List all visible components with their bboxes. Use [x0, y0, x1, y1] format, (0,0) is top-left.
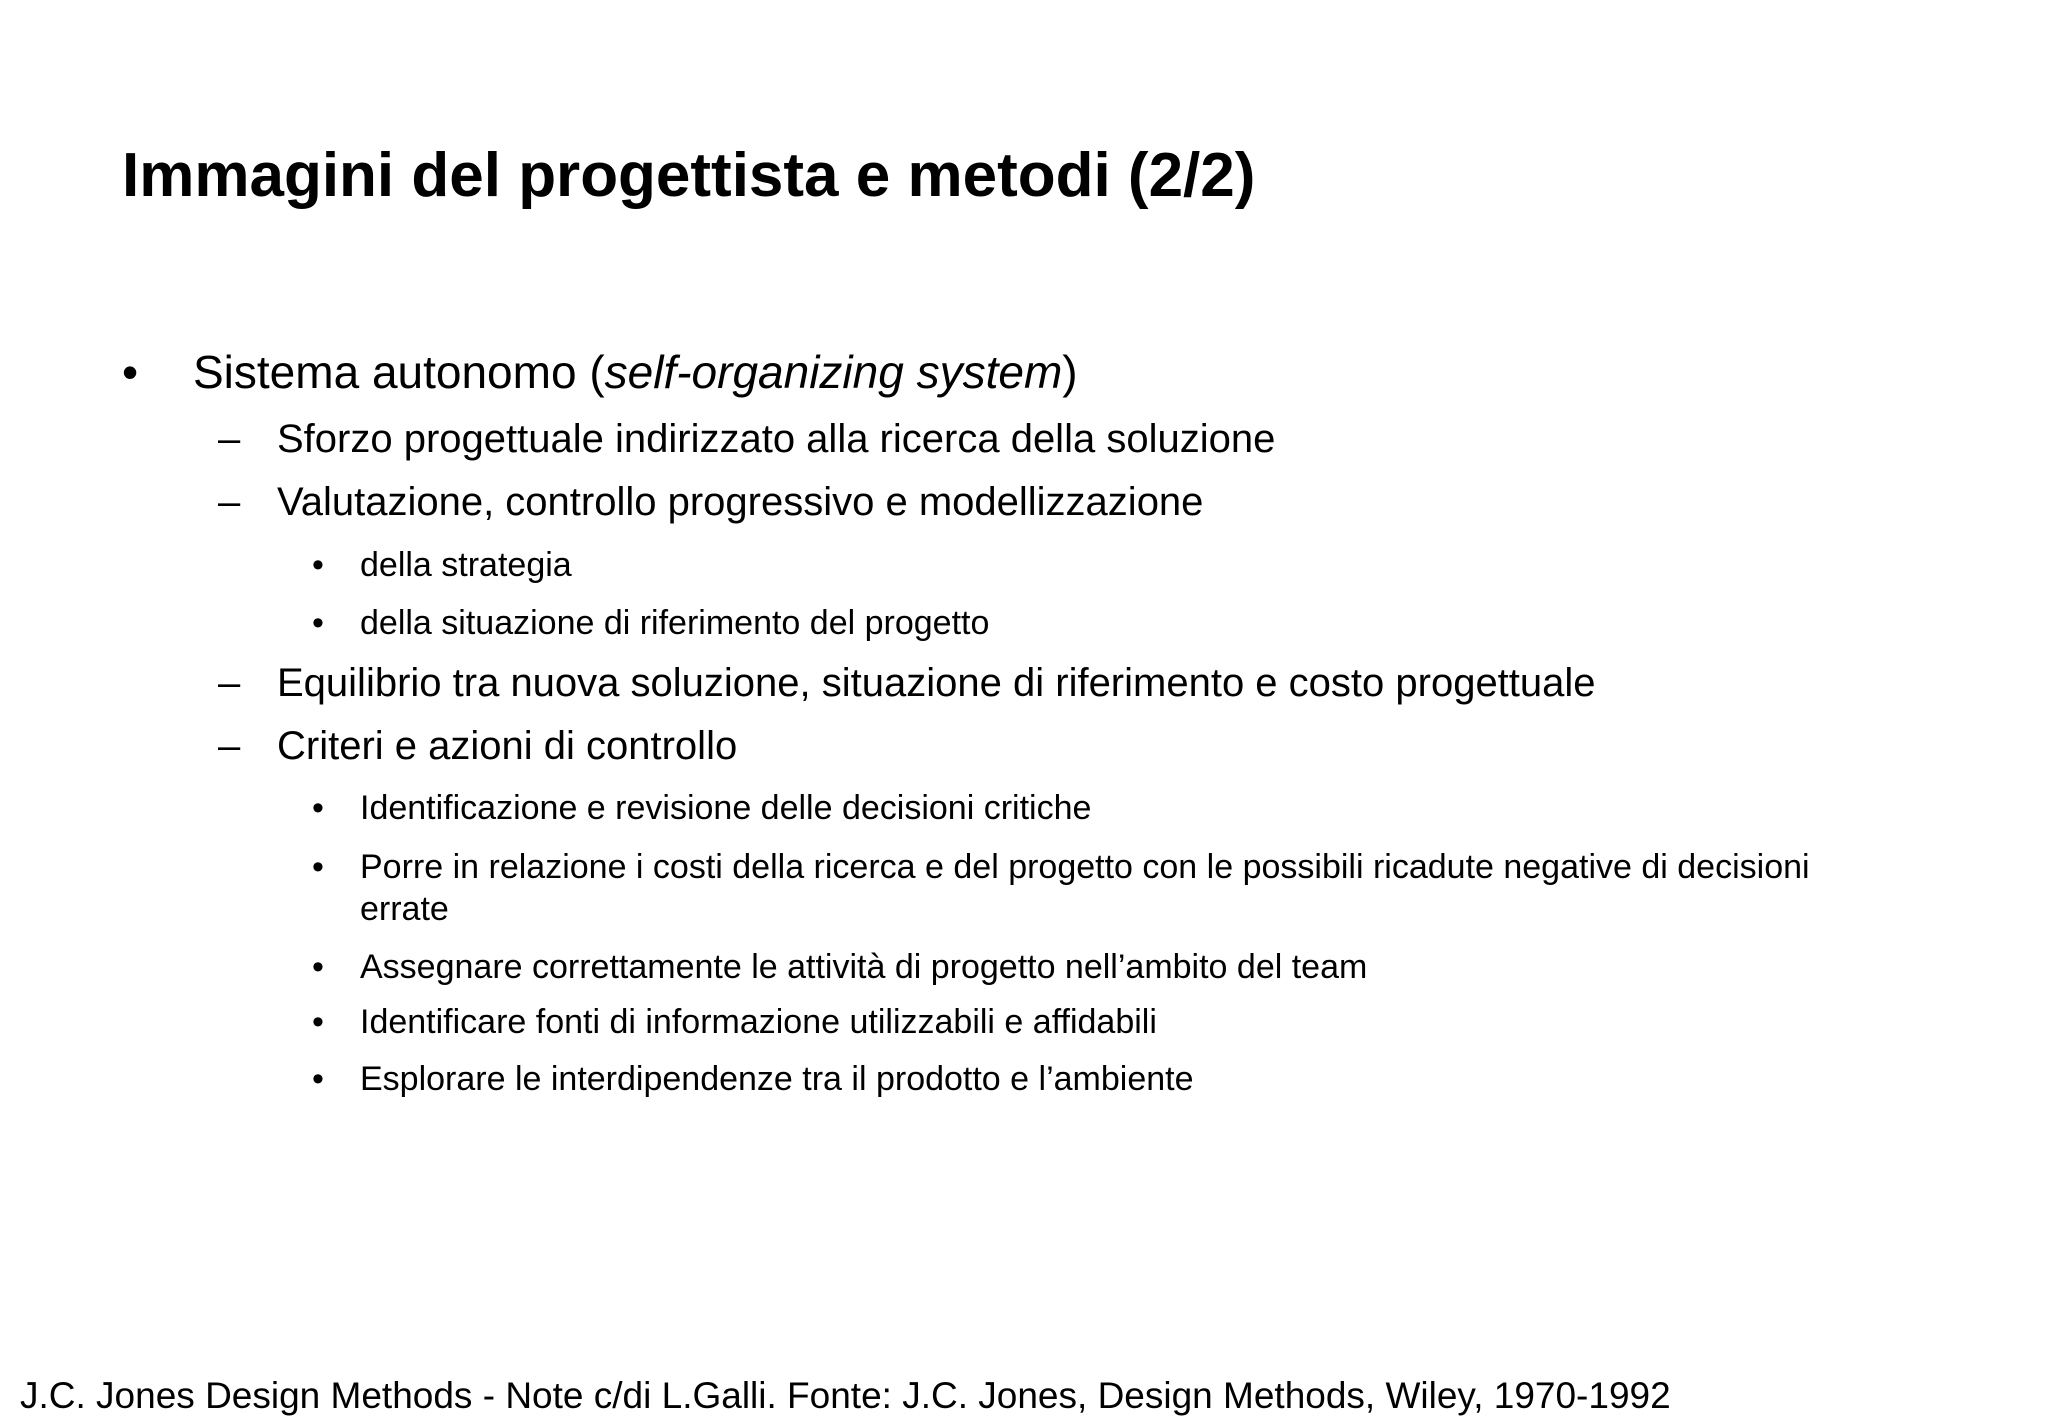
dot-marker: •	[312, 1003, 324, 1041]
dash-marker: –	[218, 724, 241, 768]
slide-footer: J.C. Jones Design Methods - Note c/di L.Galli. Fonte: J.C. Jones, Design Methods, Wiley, 1970-1992	[20, 1375, 1671, 1416]
dot-marker: •	[312, 1060, 324, 1098]
dot-marker: •	[312, 604, 324, 642]
sub-sub-bullet-text: Assegnare correttamente le attività di progetto nell’ambito del team	[360, 948, 1368, 986]
italic-term: self-organizing system	[604, 346, 1063, 398]
dash-marker: –	[218, 417, 241, 461]
sub-sub-bullet-text-line1: Porre in relazione i costi della ricerca e del progetto con le possibili ricadute negative di decisioni	[360, 848, 1810, 886]
sub-sub-bullet-text-line2: errate	[360, 890, 449, 928]
dot-marker: •	[312, 948, 324, 986]
sub-bullet-text: Valutazione, controllo progressivo e modellizzazione	[277, 480, 1204, 524]
bullet-marker: •	[122, 346, 139, 398]
sub-sub-bullet-text: Identificazione e revisione delle decisioni critiche	[360, 789, 1092, 827]
sub-sub-bullet-text: della situazione di riferimento del progetto	[360, 604, 990, 642]
sub-sub-bullet-text: della strategia	[360, 546, 572, 584]
sub-bullet-text: Criteri e azioni di controllo	[277, 724, 738, 768]
sub-sub-bullet-text: Identificare fonti di informazione utilizzabili e affidabili	[360, 1003, 1157, 1041]
dot-marker: •	[312, 789, 324, 827]
sub-sub-bullet-text: Esplorare le interdipendenze tra il prodotto e l’ambiente	[360, 1060, 1194, 1098]
slide-title: Immagini del progettista e metodi (2/2)	[122, 141, 1256, 210]
sub-bullet-text: Equilibrio tra nuova soluzione, situazione di riferimento e costo progettuale	[277, 661, 1596, 705]
dot-marker: •	[312, 546, 324, 584]
dash-marker: –	[218, 480, 241, 524]
bullet-text: Sistema autonomo (self-organizing system)	[193, 346, 1078, 398]
dash-marker: –	[218, 661, 241, 705]
dot-marker: •	[312, 848, 324, 886]
sub-bullet-text: Sforzo progettuale indirizzato alla ricerca della soluzione	[277, 417, 1276, 461]
